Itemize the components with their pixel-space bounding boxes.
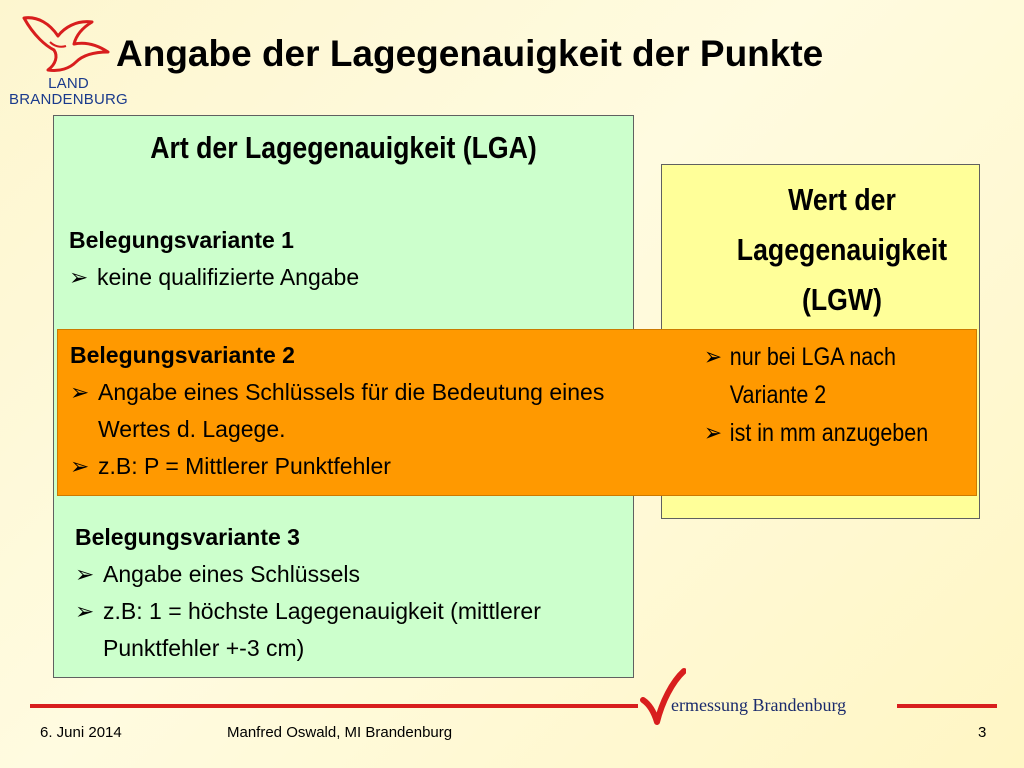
footer-divider-right xyxy=(897,704,997,708)
arrow-bullet-icon: ➢ xyxy=(75,561,95,587)
arrow-bullet-icon: ➢ xyxy=(704,419,723,447)
lgw-heading-line-1: Wert der xyxy=(788,182,896,217)
logo-line-2: BRANDENBURG xyxy=(9,91,128,108)
variant-1-heading: Belegungsvariante 1 xyxy=(69,227,294,253)
footer-author: Manfred Oswald, MI Brandenburg xyxy=(227,724,453,741)
variant-3-bullet xyxy=(75,593,630,667)
variant-3-bullet-text: Angabe eines Schlüssels xyxy=(103,561,360,587)
lgw-bullet xyxy=(704,338,936,414)
variant-3 xyxy=(75,519,630,667)
lgw-heading-line-2: Lagegenauigkeit xyxy=(736,232,948,267)
lgw-bullet-text: ist in mm anzugeben xyxy=(729,419,929,447)
arrow-bullet-icon: ➢ xyxy=(70,379,90,405)
variant-1-bullet xyxy=(69,259,629,296)
variant-2-heading: Belegungsvariante 2 xyxy=(70,342,295,368)
lgw-heading-line-3: (LGW) xyxy=(802,282,882,317)
logo-line-1: LAND xyxy=(48,75,89,92)
lgw-bullet-text: nur bei LGA nach Variante 2 xyxy=(729,343,896,409)
logo-text xyxy=(6,76,131,108)
footer-date: 6. Juni 2014 xyxy=(40,724,122,741)
footer-brand: ermessung Brandenburg xyxy=(671,695,847,715)
footer-divider-left xyxy=(30,704,638,708)
arrow-bullet-icon: ➢ xyxy=(69,264,89,290)
page-number: 3 xyxy=(978,724,987,741)
variant-2-bullet xyxy=(70,374,670,448)
variant-3-bullet-text: z.B: 1 = höchste Lagegenauigkeit (mittlerer Punktfehler +-3 cm) xyxy=(103,598,541,661)
variant-2-bullet-text: z.B: P = Mittlerer Punktfehler xyxy=(98,453,391,479)
lgw-heading xyxy=(717,175,966,325)
slide-title: Angabe der Lagegenauigkeit der Punkte xyxy=(116,33,824,74)
arrow-bullet-icon: ➢ xyxy=(70,453,90,479)
arrow-bullet-icon: ➢ xyxy=(704,343,723,371)
variant-3-bullet xyxy=(75,556,630,593)
variant-2-bullet-text: Angabe eines Schlüssels für die Bedeutung eines Wertes d. Lagege. xyxy=(98,379,605,442)
lga-heading: Art der Lagegenauigkeit (LGA) xyxy=(150,130,537,165)
arrow-bullet-icon: ➢ xyxy=(75,598,95,624)
variant-2 xyxy=(70,337,670,485)
lgw-bullets xyxy=(704,338,936,452)
variant-3-heading: Belegungsvariante 3 xyxy=(75,524,300,550)
variant-1 xyxy=(69,222,629,296)
variant-2-bullet xyxy=(70,448,670,485)
lgw-bullet xyxy=(704,414,936,452)
variant-1-bullet-text: keine qualifizierte Angabe xyxy=(97,264,360,290)
land-brandenburg-logo xyxy=(6,12,131,112)
eagle-logo-icon xyxy=(20,12,116,76)
